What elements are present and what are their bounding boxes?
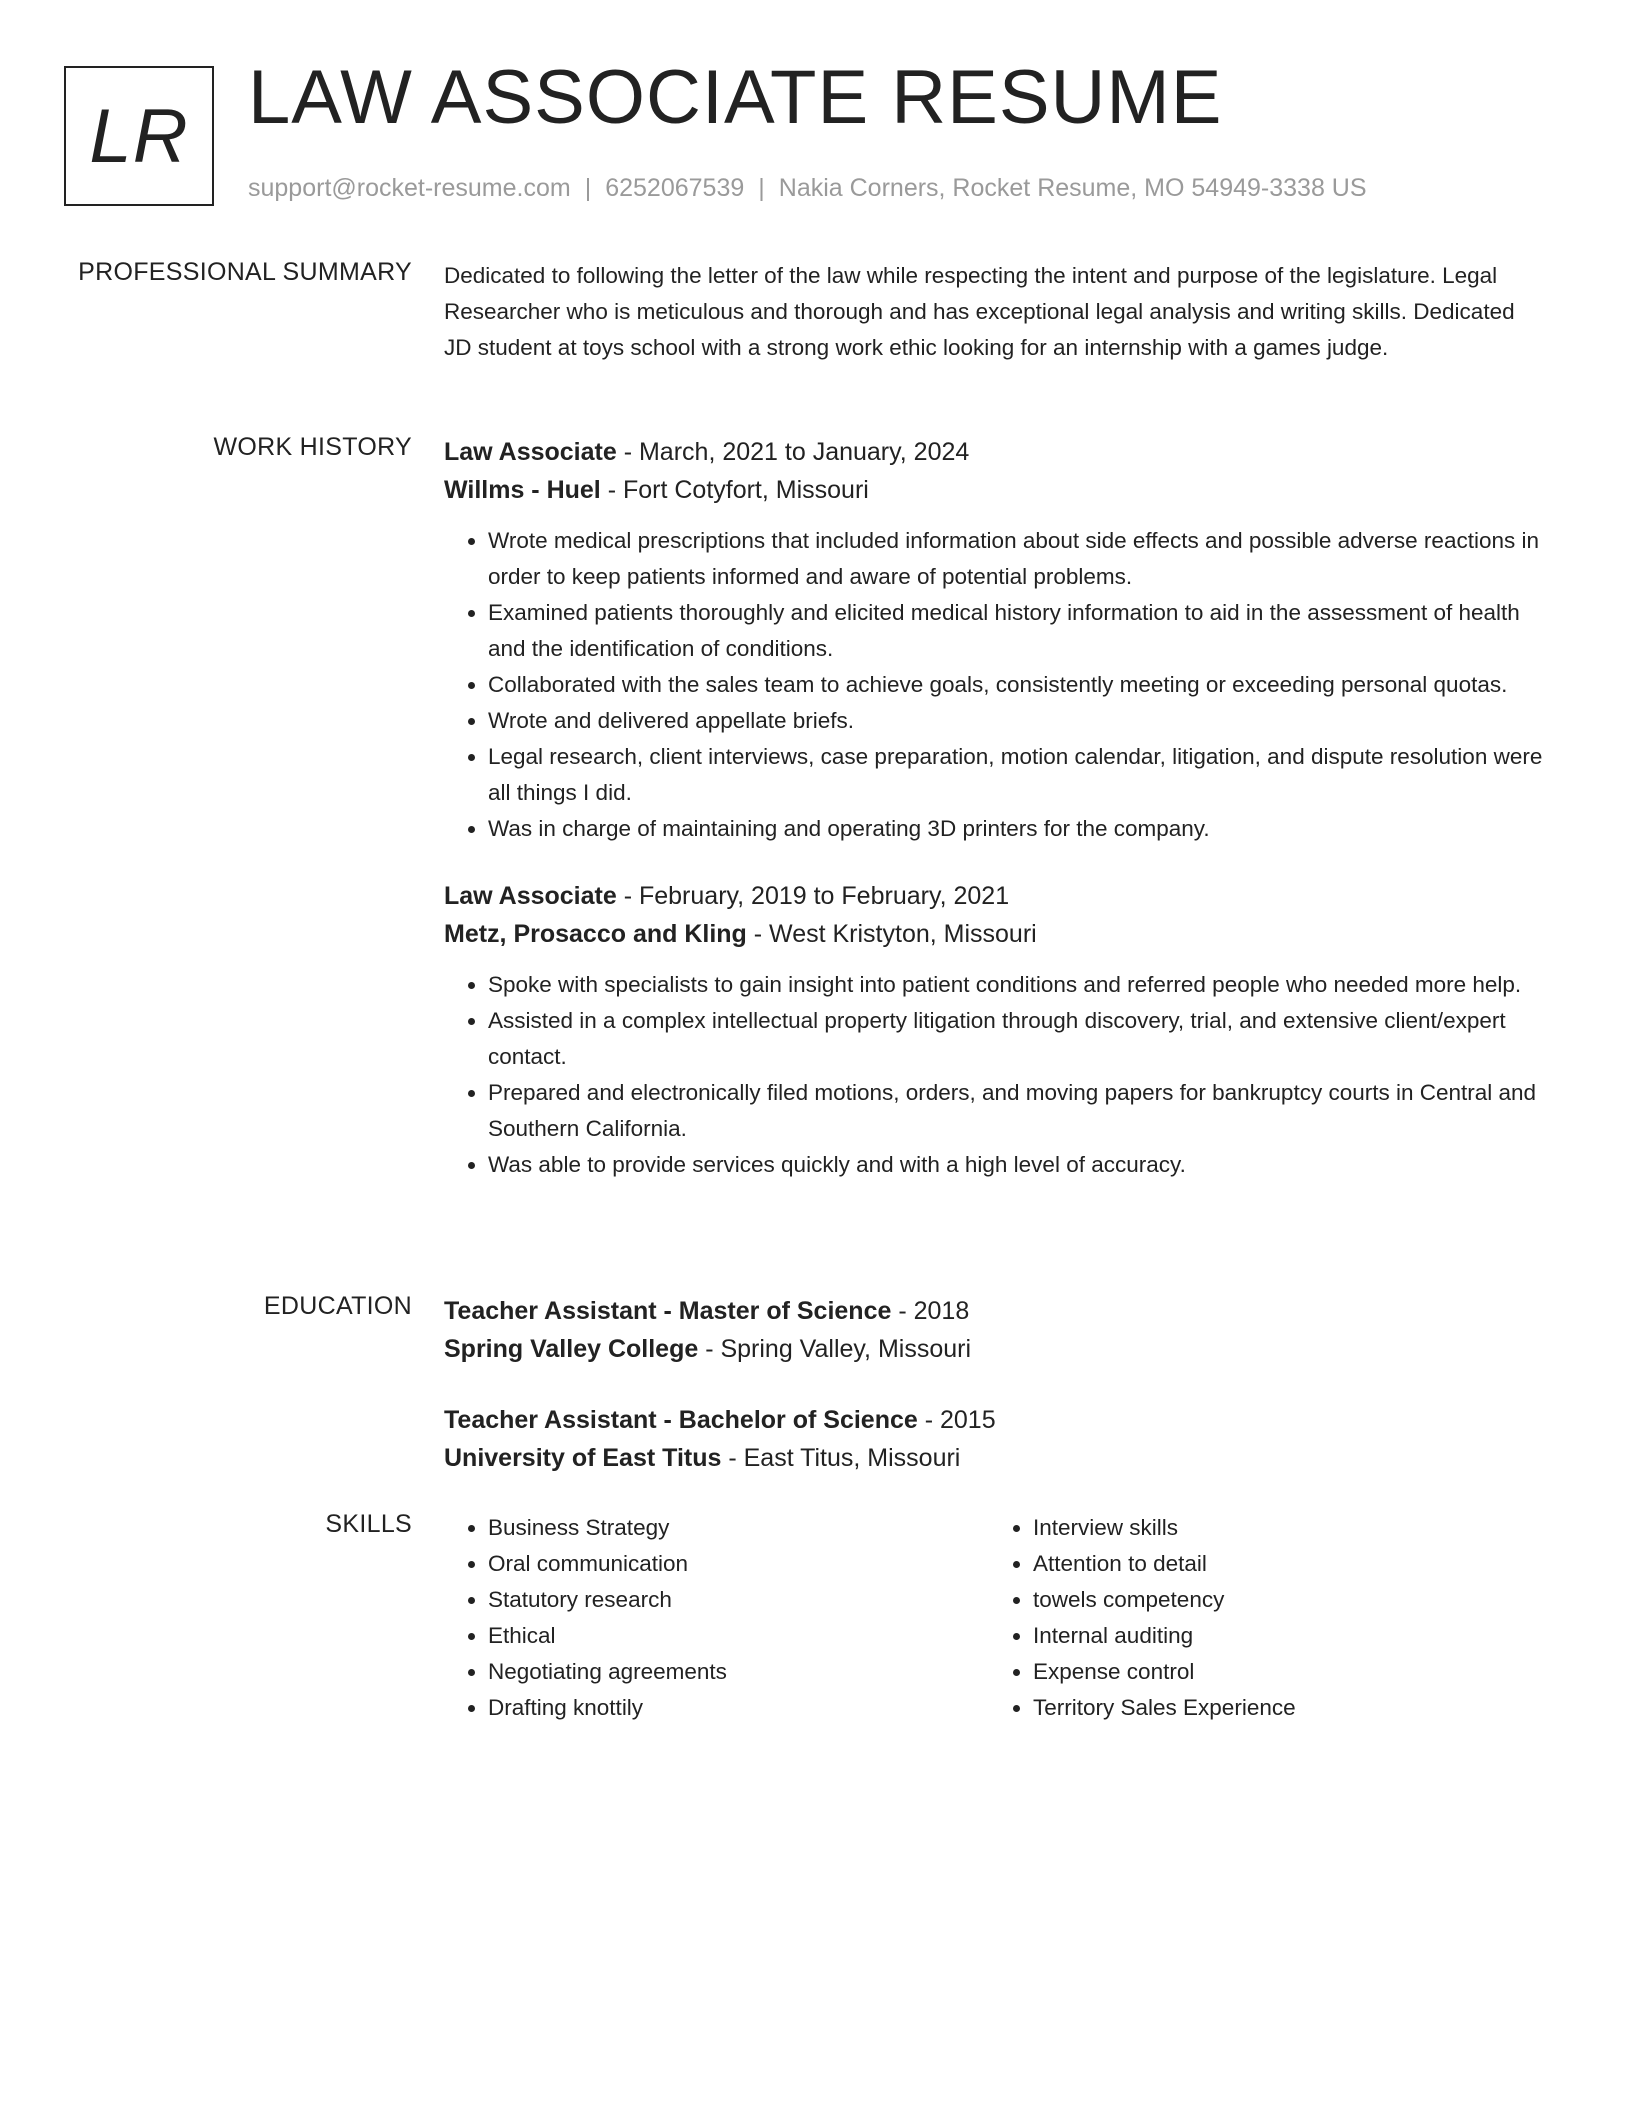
monogram-logo: LR	[64, 66, 214, 206]
education-school-line	[444, 1330, 1544, 1368]
education-year: - 2018	[891, 1297, 970, 1325]
job-entry	[444, 433, 1544, 847]
list-item: • Collaborated with the sales team to achieve goals, consistently meeting or exceeding personal quotas.	[488, 667, 1544, 703]
job-company-line	[444, 915, 1544, 953]
list-item: • Was in charge of maintaining and operating 3D printers for the company.	[488, 811, 1544, 847]
resume-title: LAW ASSOCIATE RESUME	[248, 55, 1223, 140]
skills-list-right	[989, 1510, 1489, 1726]
job-company: Willms - Huel	[444, 476, 601, 504]
summary-text: Dedicated to following the letter of the law while respecting the intent and purpose of the legislature. Legal Researcher who is meticulous and thorough and has exceptional legal analysis and writing skills. Dedicated JD student at toys school with a strong work ethic looking for an internship with a games judge.	[444, 263, 1515, 360]
skills-list-left	[444, 1510, 944, 1726]
list-item: • Assisted in a complex intellectual property litigation through discovery, trial, and extensive client/expert contact.	[488, 1003, 1544, 1075]
list-item: • Statutory research	[488, 1582, 944, 1618]
job-dates: - February, 2019 to February, 2021	[616, 882, 1010, 910]
section-body	[444, 433, 1544, 1183]
list-item: • Internal auditing	[1033, 1618, 1489, 1654]
list-item: • Negotiating agreements	[488, 1654, 944, 1690]
education-entry	[444, 1401, 1544, 1477]
job-title-line	[444, 877, 1544, 915]
job-bullets	[444, 523, 1544, 847]
education-school: Spring Valley College	[444, 1335, 699, 1363]
skills-columns	[444, 1510, 1544, 1726]
education-degree: Teacher Assistant - Bachelor of Science	[444, 1406, 918, 1434]
list-item: • Wrote medical prescriptions that included information about side effects and possible adverse reactions in order to keep patients informed and aware of potential problems.	[488, 523, 1544, 595]
section-body	[444, 1510, 1544, 1726]
list-item: • Prepared and electronically filed motions, orders, and moving papers for bankruptcy courts in Central and Southern California.	[488, 1075, 1544, 1147]
list-item: • Attention to detail	[1033, 1546, 1489, 1582]
list-item: • Examined patients thoroughly and elicited medical history information to aid in the assessment of health and the identification of conditions.	[488, 595, 1544, 667]
contact-line	[248, 174, 1367, 203]
contact-phone: 6252067539	[605, 174, 745, 202]
education-school-line	[444, 1439, 1544, 1477]
education-entry	[444, 1292, 1544, 1368]
section-label: SKILLS	[325, 1510, 412, 1538]
contact-email: support@rocket-resume.com	[248, 174, 571, 202]
education-school: University of East Titus	[444, 1444, 722, 1472]
list-item: • Oral communication	[488, 1546, 944, 1582]
section-label: EDUCATION	[263, 1292, 412, 1320]
job-title-line	[444, 433, 1544, 471]
list-item: • Business Strategy	[488, 1510, 944, 1546]
list-item: • Drafting knottily	[488, 1690, 944, 1726]
job-entry	[444, 877, 1544, 1183]
section-label: WORK HISTORY	[213, 433, 412, 461]
list-item: • Wrote and delivered appellate briefs.	[488, 703, 1544, 739]
job-company: Metz, Prosacco and Kling	[444, 920, 747, 948]
education-location: - East Titus, Missouri	[721, 1444, 961, 1472]
job-location: - West Kristyton, Missouri	[746, 920, 1037, 948]
section-body	[444, 258, 1544, 366]
list-item: • Interview skills	[1033, 1510, 1489, 1546]
education-degree-line	[444, 1401, 1544, 1439]
job-title: Law Associate	[444, 438, 617, 466]
list-item: • Ethical	[488, 1618, 944, 1654]
education-degree-line	[444, 1292, 1544, 1330]
education-year: - 2015	[917, 1406, 996, 1434]
education-degree: Teacher Assistant - Master of Science	[444, 1297, 892, 1325]
job-title: Law Associate	[444, 882, 617, 910]
contact-address: Nakia Corners, Rocket Resume, MO 54949-3338 US	[778, 174, 1367, 202]
section-label: PROFESSIONAL SUMMARY	[78, 258, 412, 286]
job-dates: - March, 2021 to January, 2024	[616, 438, 970, 466]
job-company-line	[444, 471, 1544, 509]
job-bullets	[444, 967, 1544, 1183]
contact-separator: |	[584, 174, 592, 202]
contact-separator: |	[758, 174, 765, 202]
list-item: • Spoke with specialists to gain insight into patient conditions and referred people who needed more help.	[488, 967, 1544, 1003]
list-item: • Was able to provide services quickly and with a high level of accuracy.	[488, 1147, 1544, 1183]
list-item: • towels competency	[1033, 1582, 1489, 1618]
section-body	[444, 1292, 1544, 1477]
list-item: • Expense control	[1033, 1654, 1489, 1690]
list-item: • Territory Sales Experience	[1033, 1690, 1489, 1726]
education-location: - Spring Valley, Missouri	[698, 1335, 972, 1363]
job-location: - Fort Cotyfort, Missouri	[600, 476, 869, 504]
list-item: • Legal research, client interviews, case preparation, motion calendar, litigation, and dispute resolution were all things I did.	[488, 739, 1544, 811]
